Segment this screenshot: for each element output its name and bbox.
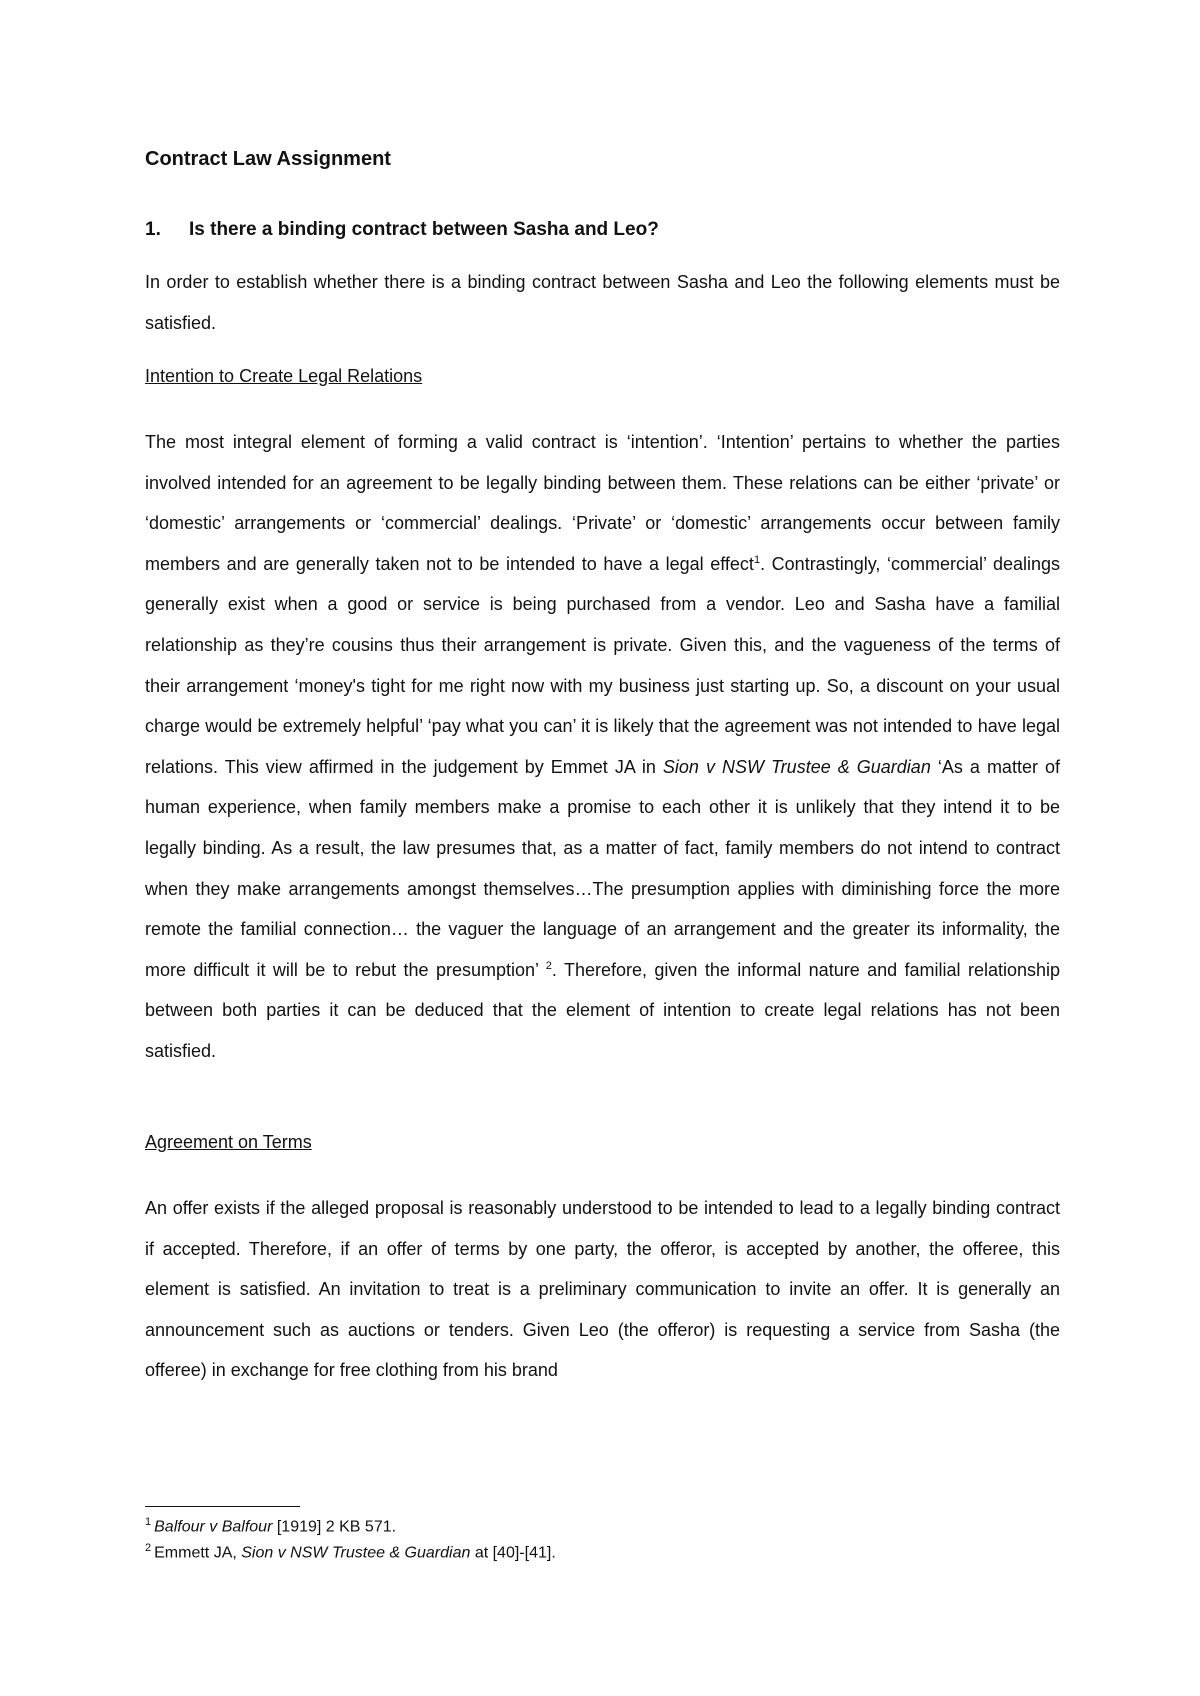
agreement-paragraph: An offer exists if the alleged proposal is reasonably understood to be intended to lead to a legally binding contract if accepted. Therefore, if an offer of terms by one party, the offeror, is accepted by another, the offeree, this element is satisfied. An invitation to treat is a preliminary communication to invite an offer. It is generally an announcement such as auctions or tenders. Given Leo (the offeror) is requesting a service from Sasha (the offeree) in exchange for free clothing from his brand bbox=[145, 1198, 1060, 1381]
section-heading-agreement: Agreement on Terms bbox=[145, 1132, 312, 1152]
intention-text-d: . Therefore, given the informal nature and familial relationship between both parties it can be deduced that the element of intention to create legal relations has not been satisfied. bbox=[145, 959, 1061, 1061]
footnote-separator bbox=[145, 1506, 300, 1507]
footnote-ref-1[interactable]: 1 bbox=[753, 553, 761, 566]
footnote-2 bbox=[145, 1542, 556, 1562]
question-heading bbox=[145, 219, 659, 241]
intro-paragraph: In order to establish whether there is a binding contract between Sasha and Leo the following elements must be satisfied. bbox=[145, 272, 1060, 333]
question-number: 1. bbox=[145, 219, 161, 240]
footnote-ref-2[interactable]: 2 bbox=[545, 959, 552, 972]
intention-text-b: . Contrastingly, ‘commercial’ dealings generally exist when a good or service is being purchased from a vendor. Leo and Sasha have a familial relationship as they’re cousins thus their arrangement is private. Given this, and the vagueness of the terms of their arrangement ‘money's tight for me right now with my business just starting up. So, a discount on your usual charge would be extremely helpful’ ‘pay what you can’ it is likely that the agreement was not intended to have legal relations. This view affirmed in the judgement by Emmet JA in bbox=[145, 553, 1060, 777]
footnote-1-text: [1919] 2 KB 571. bbox=[272, 1518, 397, 1536]
intention-paragraph bbox=[145, 422, 1060, 1072]
footnote-2-text: at [40]-[41]. bbox=[470, 1544, 556, 1562]
document-title: Contract Law Assignment bbox=[145, 148, 391, 170]
case-citation: Sion v NSW Trustee & Guardian bbox=[662, 756, 931, 777]
intention-text-c: ‘As a matter of human experience, when family members make a promise to each other it is unlikely that they intend it to be legally binding. As a result, the law presumes that, as a matter of fact, family members do not intend to contract when they make arrangements amongst themselves…The presumption applies with diminishing force the more remote the familial connection… the vaguer the language of an arrangement and the greater its informality, the more difficult it will be to rebut the presumption’ bbox=[145, 756, 1060, 980]
footnote-1-mark: 1 bbox=[145, 1516, 152, 1528]
question-text: Is there a binding contract between Sasha and Leo? bbox=[189, 219, 659, 240]
section-heading-intention: Intention to Create Legal Relations bbox=[145, 366, 423, 386]
footnote-1 bbox=[145, 1516, 396, 1536]
footnote-1-case: Balfour v Balfour bbox=[154, 1518, 273, 1536]
footnote-2-case: Sion v NSW Trustee & Guardian bbox=[241, 1544, 471, 1562]
footnote-2-prefix: Emmett JA, bbox=[154, 1544, 242, 1562]
footnote-2-mark: 2 bbox=[145, 1542, 152, 1554]
intention-text-a: The most integral element of forming a valid contract is ‘intention’. ‘Intention’ pertains to whether the parties involved intended for an agreement to be legally binding between them. These relations can be either ‘private’ or ‘domestic’ arrangements or ‘commercial’ dealings. ‘Private’ or ‘domestic’ arrangements occur between family members and are generally taken not to be intended to have a legal effect bbox=[145, 432, 1060, 574]
